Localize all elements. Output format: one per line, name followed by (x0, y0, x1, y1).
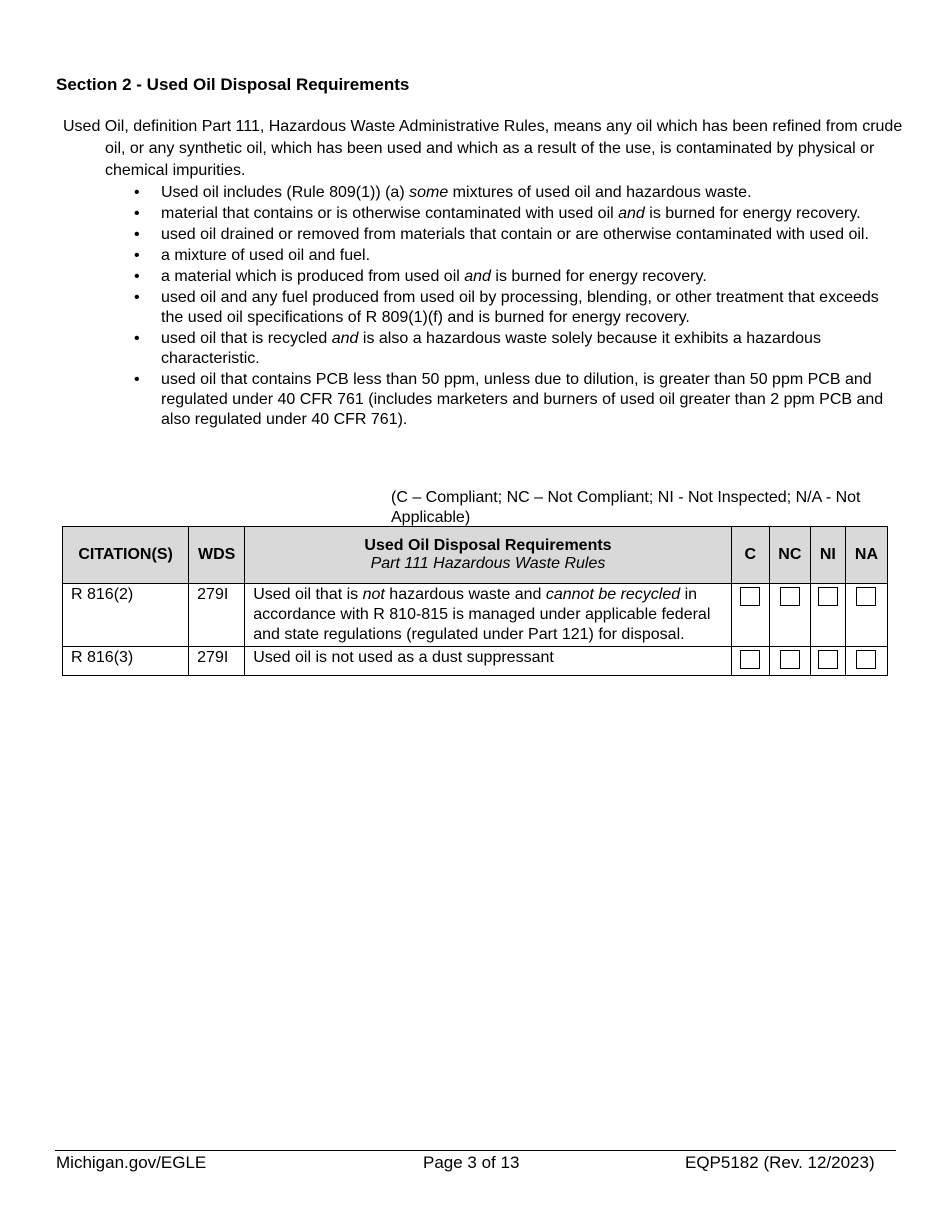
header-requirements-title: Used Oil Disposal Requirements (364, 537, 612, 554)
requirement-cell: Used oil is not used as a dust suppressant (245, 647, 732, 676)
section-title: Section 2 - Used Oil Disposal Requirements (56, 75, 410, 94)
footer-page-number: Page 3 of 13 (423, 1153, 520, 1172)
header-na: NA (845, 527, 887, 584)
not-inspected-checkbox[interactable] (818, 650, 838, 669)
not-compliant-checkbox[interactable] (780, 650, 800, 669)
compliant-cell (731, 647, 769, 676)
compliant-checkbox[interactable] (740, 650, 760, 669)
footer-form-number: EQP5182 (Rev. 12/2023) (685, 1153, 875, 1172)
list-item: • Used oil includes (Rule 809(1)) (a) some mixtures of used oil and hazardous waste. (161, 183, 896, 203)
header-wds: WDS (189, 527, 245, 584)
compliant-checkbox[interactable] (740, 587, 760, 606)
footer-website: Michigan.gov/EGLE (56, 1153, 207, 1172)
list-item: • a material which is produced from used oil and is burned for energy recovery. (161, 267, 896, 287)
requirement-cell: Used oil that is not hazardous waste and cannot be recycled in accordance with R 810-815 is managed under applicable federal and state regulations (regulated under Part 121) for disposal. (245, 584, 732, 647)
header-c: C (731, 527, 769, 584)
table-row (63, 584, 888, 647)
not-inspected-cell (810, 647, 845, 676)
header-requirements-subtitle: Part 111 Hazardous Waste Rules (370, 555, 606, 572)
not-inspected-checkbox[interactable] (818, 587, 838, 606)
not-applicable-cell (845, 584, 887, 647)
used-oil-includes-list (161, 183, 896, 431)
not-compliant-cell (769, 584, 810, 647)
list-item: • used oil that contains PCB less than 50 ppm, unless due to dilution, is greater than 50 ppm PCB and regulated under 40 CFR 761 (includes marketers and burners of used oil greater than 2 ppm PCB and also regulated under 40 CFR 761). (161, 370, 896, 430)
list-item: • material that contains or is otherwise contaminated with used oil and is burned for energy recovery. (161, 204, 896, 224)
not-inspected-cell (810, 584, 845, 647)
used-oil-definition: Used Oil, definition Part 111, Hazardous Waste Administrative Rules, means any oil which has been refined from crude oil, or any synthetic oil, which has been used and which as a result of the use, is contaminated by physical or chemical impurities. (63, 118, 903, 179)
citation-cell: R 816(2) (63, 584, 189, 647)
list-item: • used oil that is recycled and is also a hazardous waste solely because it exhibits a hazardous characteristic. (161, 329, 896, 369)
not-compliant-checkbox[interactable] (780, 587, 800, 606)
not-applicable-cell (845, 647, 887, 676)
wds-cell: 279I (189, 584, 245, 647)
header-ni: NI (810, 527, 845, 584)
not-compliant-cell (769, 647, 810, 676)
list-item: • a mixture of used oil and fuel. (161, 246, 896, 266)
compliance-legend: (C – Compliant; NC – Not Compliant; NI - Not Inspected; N/A - Not Applicable) (391, 489, 861, 526)
requirements-table (62, 526, 888, 676)
compliant-cell (731, 584, 769, 647)
not-applicable-checkbox[interactable] (856, 650, 876, 669)
header-citation: CITATION(S) (63, 527, 189, 584)
table-row (63, 647, 888, 676)
citation-cell: R 816(3) (63, 647, 189, 676)
not-applicable-checkbox[interactable] (856, 587, 876, 606)
list-item: • used oil and any fuel produced from used oil by processing, blending, or other treatment that exceeds the used oil specifications of R 809(1)(f) and is burned for energy recovery. (161, 288, 896, 328)
footer-divider (55, 1150, 896, 1151)
wds-cell: 279I (189, 647, 245, 676)
header-requirements (245, 527, 732, 584)
list-item: • used oil drained or removed from materials that contain or are otherwise contaminated with used oil. (161, 225, 896, 245)
table-header-row (63, 527, 888, 584)
header-nc: NC (769, 527, 810, 584)
